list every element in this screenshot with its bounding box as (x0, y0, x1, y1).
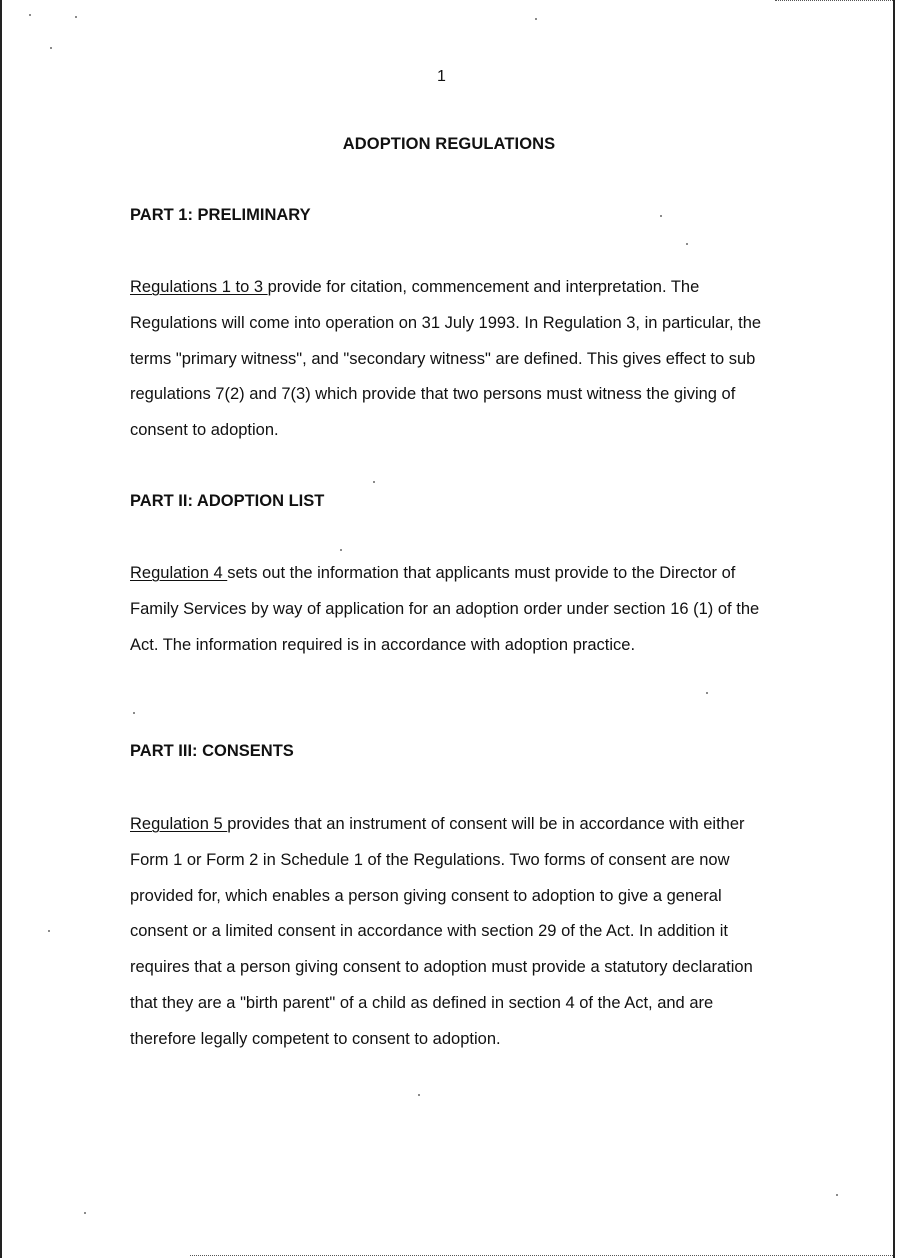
scan-speck (686, 243, 688, 245)
scan-speck (836, 1194, 838, 1196)
regulation-reference: Regulations 1 to 3 (130, 278, 268, 296)
section-paragraph-part-2 (130, 556, 770, 663)
section-paragraph-part-3 (130, 807, 770, 1058)
scan-speck (48, 930, 50, 932)
paragraph-text: sets out the information that applicants must provide to the Director of Family Services by way of application for an adoption order under section 16 (1) of the Act. The information required is in accordance with adoption practice. (130, 564, 760, 654)
page-number: 1 (437, 68, 446, 85)
regulation-reference: Regulation 4 (130, 564, 228, 582)
section-heading-part-2: PART II: ADOPTION LIST (130, 492, 325, 510)
scan-speck (133, 712, 135, 714)
scan-speck (418, 1094, 420, 1096)
paragraph-text: provides that an instrument of consent will be in accordance with either Form 1 or Form 2 in Schedule 1 of the Regulations. Two forms of consent are now provided for, which enables a person giving consent to adoption to give a general consent or a limited consent in accordance with section 29 of the Act. In addition it requires that a person giving consent to adoption must provide a statutory declaration that they are a "birth parent" of a child as defined in section 4 of the Act, and are therefore legally competent to consent to adoption. (130, 815, 753, 1048)
section-heading-part-1: PART 1: PRELIMINARY (130, 206, 311, 224)
scan-left-edge (0, 0, 2, 1258)
scan-speck (29, 14, 31, 16)
scan-speck (706, 692, 708, 694)
paragraph-text: provide for citation, commencement and interpretation. The Regulations will come into operation on 31 July 1993. In Regulation 3, in particular, the terms "primary witness", and "secondary witness" are defined. This gives effect to sub regulations 7(2) and 7(3) which provide that two persons must witness the giving of consent to adoption. (130, 278, 762, 440)
regulation-reference: Regulation 5 (130, 815, 228, 833)
section-paragraph-part-1 (130, 270, 770, 449)
section-heading-part-3: PART III: CONSENTS (130, 742, 294, 760)
document-title: ADOPTION REGULATIONS (342, 135, 556, 153)
scan-speck (373, 481, 375, 483)
scan-speck (84, 1212, 86, 1214)
scan-bottom-edge (190, 1255, 893, 1257)
scan-speck (75, 16, 77, 18)
scan-speck (50, 47, 52, 49)
scan-top-edge (775, 0, 893, 2)
scan-speck (340, 549, 342, 551)
scan-speck (535, 18, 537, 20)
scan-right-edge (893, 0, 895, 1258)
scan-speck (660, 215, 662, 217)
